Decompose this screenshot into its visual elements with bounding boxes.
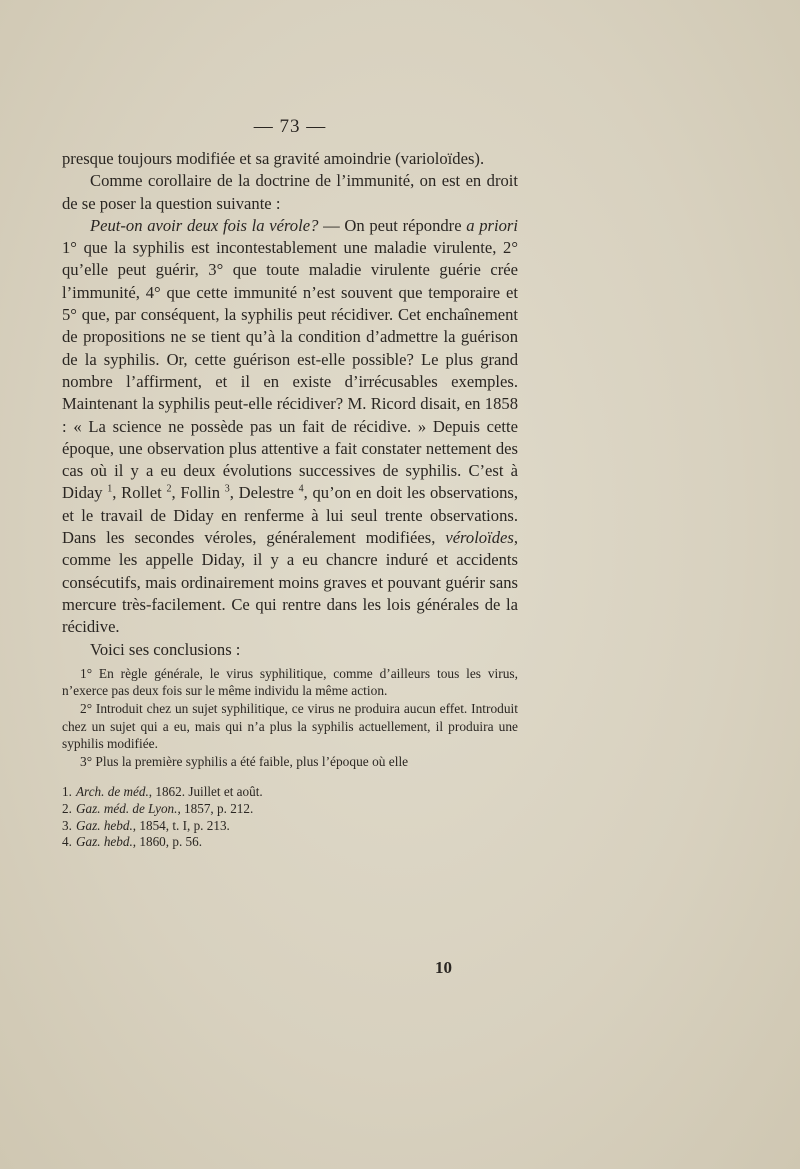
footnote [62,801,518,818]
body-tail: , qu’on en doit les observations, et le travail de Diday en renferme à lui seul trente observations. Dans les secondes véroles, généralement modifiées, [62,483,519,548]
a-priori-text: a priori [466,215,518,235]
footnote-ref-1: 1 [107,483,113,495]
footnote-detail: , 1857, p. 212. [177,800,254,816]
body-tail-2: , comme les appelle Diday, il y a eu chancre induré et accidents consécutifs, mais ordinairement moins graves et pouvant guérir sans mercure très-facilement. Ce qui rentre dans les lois générales de la récidive. [62,528,518,637]
question-body: 1° que la syphilis est incontestablement une maladie virulente, 2° qu’elle peut guérir, 3° que toute maladie virulente guérie crée l’immunité, 4° que cette immunité n’est souvent que temporaire et 5° que, par conséquent, la syphilis peut récidiver. Cet enchaînement de propositions ne se tient qu’à la condition d’admettre la guérison de la syphilis. Or, cette guérison est-elle possible? Le plus grand nombre l’affirment, et il en existe d’irrécusables exemples. Maintenant la syphilis peut-elle récidiver? M. Ricord disait, en 1858 : « La science ne possède pas un fait de récidive. » Depuis cette époque, une observation plus attentive a fait constater nettement des cas où il y a eu deux évolutions successives de syphilis. C’est à Diday [62,238,518,503]
paragraph-question [62,215,518,639]
paragraph-1: presque toujours modifiée et sa gravité amoindrie (varioloïdes). [62,149,485,168]
footnote-number: 2. [62,800,72,816]
delestre-text: , Delestre [229,483,294,503]
rollet-text: , Rollet [112,483,162,503]
conclusion-item: 1° En règle générale, le virus syphilitique, comme d’ailleurs tous les virus, n’exerce pas deux fois sur le même individu la même action. [62,665,518,699]
conclusions-intro: Voici ses conclusions : [90,639,241,659]
footnote [62,784,518,801]
footnote-ref-2: 2 [166,483,172,495]
conclusions-list [62,665,518,771]
footnote-source: Gaz. méd. de Lyon. [76,800,178,816]
footnote-detail: , 1854, t. I, p. 213. [132,817,230,833]
footnote-number: 3. [62,817,72,833]
footnote-number: 1. [62,784,72,800]
footnote [62,818,518,835]
footnote-detail: , 1860, p. 56. [132,834,203,850]
footnote-ref-4: 4 [298,483,304,495]
page-content [62,116,518,851]
footnote-ref-3: 3 [224,483,230,495]
footnote-source: Gaz. hebd. [76,817,133,833]
follin-text: , Follin [171,483,220,503]
footnotes [62,784,518,850]
paragraph-2: Comme corollaire de la doctrine de l’immunité, on est en droit de se poser la question suivante : [62,171,518,213]
footnote-source: Gaz. hebd. [76,834,133,850]
conclusion-item: 3° Plus la première syphilis a été faible, plus l’époque où elle [80,753,409,769]
question-heading: Peut-on avoir deux fois la vérole? [90,215,319,235]
footnote-source: Arch. de méd. [76,784,149,800]
footnote-detail: , 1862. Juillet et août. [148,784,263,800]
veroloides-term: véroloïdes [445,528,514,548]
question-dash: — On peut répondre [318,215,467,235]
conclusion-item: 2° Introduit chez un sujet syphilitique, ce virus ne produira aucun effet. Introduit chez un sujet qui a eu, mais qui n’a plus la syphilis actuellement, il produira une syphilis modifiée. [62,701,518,752]
footnote [62,834,518,851]
footnote-number: 4. [62,834,72,850]
page-number: — 73 — [253,116,327,137]
signature-mark: 10 [435,958,452,977]
